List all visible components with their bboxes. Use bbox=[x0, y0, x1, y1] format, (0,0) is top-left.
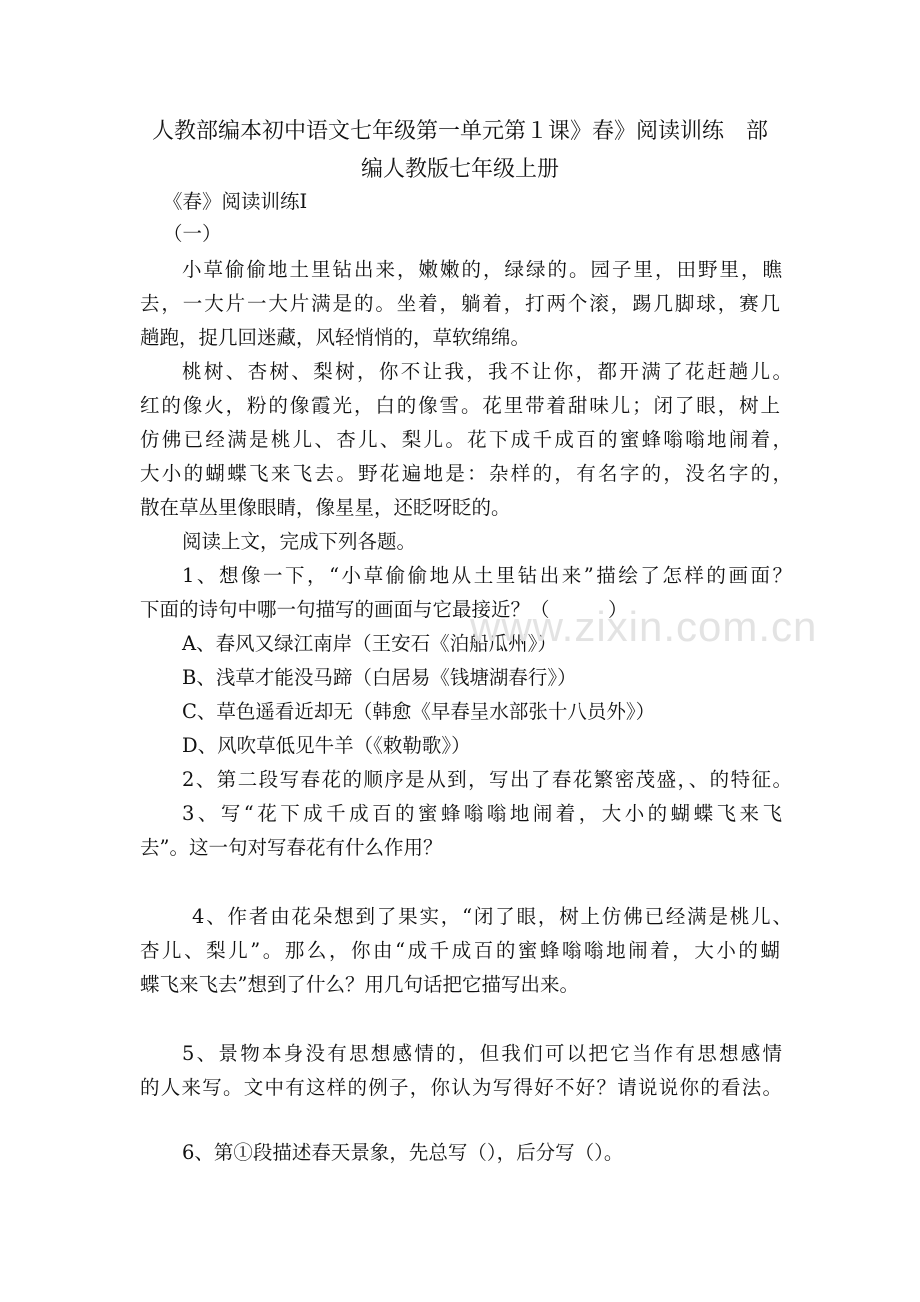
title-line-2: 编人教版七年级上册 bbox=[360, 157, 559, 182]
passage-p1-line-2: 去，一大片一大片满是的。坐着，躺着，打两个滚，踢几脚球，赛几 bbox=[140, 292, 780, 315]
passage-p2-line-4: 大小的蝴蝶飞来飞去。野花遍地是：杂样的，有名字的，没名字的， bbox=[140, 462, 792, 485]
question-1-line-1: 1、想像一下，“小草偷偷地从土里钻出来”描绘了怎样的画面？ bbox=[182, 564, 792, 587]
part-label: （一） bbox=[163, 222, 222, 245]
question-4-line-2: 杏儿、梨儿”。那么，你由“成千成百的蜜蜂嗡嗡地闹着，大小的蝴 bbox=[140, 939, 780, 962]
passage-p1-line-1: 小草偷偷地土里钻出来，嫩嫩的，绿绿的。园子里，田野里，瞧 bbox=[182, 258, 782, 281]
passage-p1-line-3: 趟跑，捉几回迷藏，风轻悄悄的，草软绵绵。 bbox=[140, 326, 531, 349]
passage-p2-line-3: 仿佛已经满是桃儿、杏儿、梨儿。花下成千成百的蜜蜂嗡嗡地闹着， bbox=[140, 428, 792, 451]
question-3-line-1: 3、写“花下成千成百的蜜蜂嗡嗡地闹着，大小的蝴蝶飞来飞 bbox=[182, 802, 782, 825]
question-3-line-2: 去”。这一句对写春花有什么作用？ bbox=[140, 836, 443, 859]
question-5-line-2: 的人来写。文中有这样的例子，你认为写得好不好？请说说你的看法。 bbox=[140, 1076, 782, 1099]
title-line-1: 人教部编本初中语文七年级第一单元第１课》春》阅读训练 部 bbox=[151, 119, 768, 144]
question-6: 6、第①段描述春天景象，先总写（），后分写（）。 bbox=[182, 1141, 624, 1164]
question-1-option-c: C、草色遥看近却无（韩愈《早春呈水部张十八员外》） bbox=[182, 700, 656, 723]
question-1-line-2: 下面的诗句中哪一句描写的画面与它最接近？（ ） bbox=[140, 598, 628, 621]
question-4-line-3: 蝶飞来飞去”想到了什么？用几句话把它描写出来。 bbox=[140, 973, 579, 996]
instruction: 阅读上文，完成下列各题。 bbox=[182, 530, 417, 553]
passage-p2-line-5: 散在草丛里像眼睛，像星星，还眨呀眨的。 bbox=[140, 496, 511, 519]
passage-p2-line-1: 桃树、杏树、梨树，你不让我，我不让你，都开满了花赶趟儿。 bbox=[182, 360, 792, 383]
document-title bbox=[140, 113, 780, 189]
question-5-line-1: 5、景物本身没有思想感情的，但我们可以把它当作有思想感情 bbox=[182, 1042, 782, 1065]
passage-p2-line-2: 红的像火，粉的像霞光，白的像雪。花里带着甜味儿；闭了眼，树上 bbox=[140, 394, 780, 417]
watermark: www.zixin.com.cn bbox=[470, 603, 818, 650]
question-1-option-d: D、风吹草低见牛羊（《敕勒歌》） bbox=[182, 734, 471, 757]
question-1-option-b: B、浅草才能没马蹄（白居易《钱塘湖春行》） bbox=[182, 666, 577, 689]
question-2: 2、第二段写春花的顺序是从到，写出了春花繁密茂盛，、的特征。 bbox=[182, 768, 792, 791]
question-1-option-a: A、春风又绿江南岸（王安石《泊船瓜州》） bbox=[182, 632, 557, 655]
section-title: 《春》阅读训练Ⅰ bbox=[163, 190, 308, 213]
question-4-line-1: 4、作者由花朵想到了果实，“闭了眼，树上仿佛已经满是桃儿、 bbox=[192, 905, 792, 928]
